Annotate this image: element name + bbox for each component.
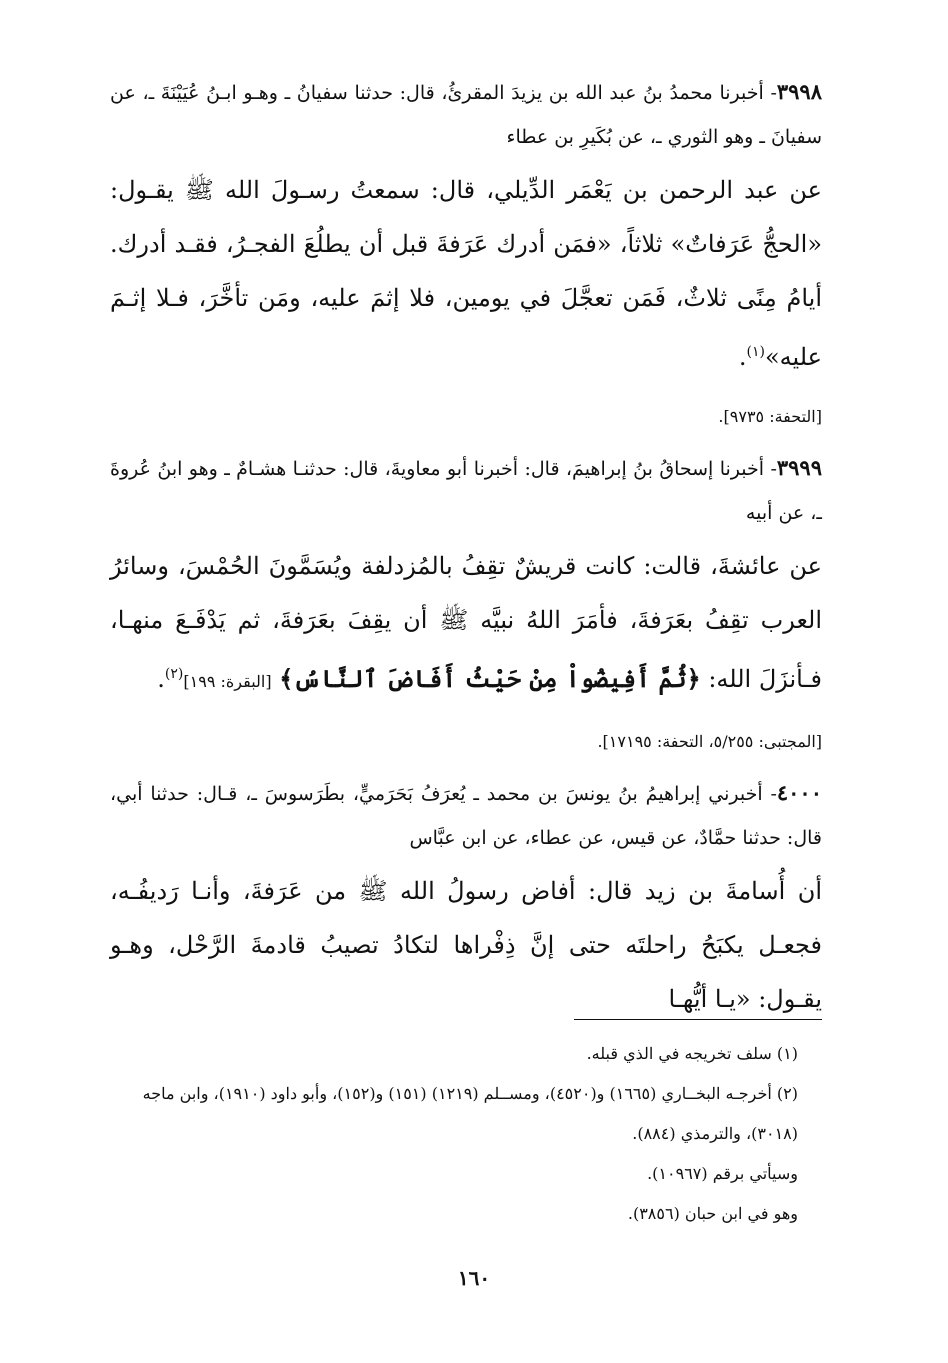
quran-reference: [البقرة: ١٩٩]	[183, 672, 272, 691]
footnote-2-continued: وسيأتي برقم (١٠٩٦٧).	[647, 1164, 798, 1183]
footnotes	[110, 1034, 822, 1234]
footnote-1: (١) سلف تخريجه في الذي قبله.	[586, 1044, 798, 1063]
hadith-number: ٤٠٠٠	[776, 780, 822, 805]
hadith-reference: [التحفة: ٩٧٣٥].	[718, 407, 822, 426]
hadith-number: ٣٩٩٩	[776, 455, 822, 480]
hadith-reference: [المجتبى: ٥/٢٥٥، التحفة: ١٧١٩٥].	[597, 732, 822, 751]
hadith-isnad	[110, 446, 822, 535]
isnad-text: - أخبرني إبراهيمُ بنُ يونسَ بن محمد ـ يُعرَفُ بَحَرَميٍّ، بطَرَسوسَ ـ، قـال: حدثنا أبي، قال: حدثنا حمَّادٌ، عن قيس، عن عطاء، عن ابن عبَّاس	[110, 783, 822, 849]
footnote-mark[interactable]: (١)	[746, 344, 765, 360]
hadith-3998	[110, 70, 822, 432]
hadith-matn: عن عبد الرحمن بن يَعْمَر الدِّيلي، قال: سمعتُ رسـولَ الله ﷺ يقـول: «الحجُّ عَرَفاتٌ» ثلاثاً، «فمَن أدرك عَرَفةَ قبل أن يطلُعَ الفجـرُ، فقـد أدرك. أيامُ مِنًى ثلاثٌ، فَمَن تعجَّلَ في يومين، فلا إثمَ عليه، ومَن تأخَّرَ، فـلا إثـمَ عليه»$^{(١)}$.	[110, 176, 822, 371]
hadith-3999	[110, 446, 822, 757]
page-number: ١٦٠	[457, 1266, 491, 1290]
footnote-mark[interactable]: (٢)	[164, 666, 184, 682]
hadith-matn	[110, 864, 822, 1026]
hadith-4000	[110, 771, 822, 1026]
quran-verse: ﴿ثُمَّ أَفِيضُواْ مِنْ حَيْثُ أَفَاضَ ٱلنَّاسُ﴾	[279, 664, 701, 693]
footnote-2-note: وهو في ابن حبان (٣٨٥٦).	[627, 1204, 798, 1223]
hadith-matn: عن عائشةَ، قالت: كانت قريشٌ تقِفُ بالمُزدلفة ويُسَمَّونَ الحُمْسَ، وسائرُ العرب تقِفُ بعَرَفةَ، فأمَرَ اللهُ نبيَّه ﷺ أن يقِفَ بعَرَفةَ، ثم يَدْفَـعَ منهـا، فـأنزَلَ الله: ﴿ثُمَّ أَفِيضُواْ مِنْ حَيْثُ أَفَاضَ ٱلنَّاسُ﴾ [البقرة: ١٩٩]$^{(٢)}$.	[110, 552, 822, 693]
matn-text: عن عبد الرحمن بن يَعْمَر الدِّيلي، قال: سمعتُ رسـولَ الله ﷺ يقـول: «الحجُّ عَرَفاتٌ» ثلاثاً، «فمَن أدرك عَرَفةَ قبل أن يطلُعَ الفجـرُ، فقـد أدرك. أيامُ مِنًى ثلاثٌ، فَمَن تعجَّلَ في يومين، فلا إثمَ عليه، ومَن تأخَّرَ، فـلا إثـمَ عليه»	[110, 176, 822, 371]
page-body	[110, 70, 822, 1026]
matn-text: عن عائشةَ، قالت: كانت قريشٌ تقِفُ بالمُزدلفة ويُسَمَّونَ الحُمْسَ، وسائرُ العرب تقِفُ بعَرَفةَ، فأمَرَ اللهُ نبيَّه ﷺ أن يقِفَ بعَرَفةَ، ثم يَدْفَـعَ منهـا، فـأنزَلَ الله:	[110, 552, 822, 693]
matn-text: أن أُسامةَ بن زيد قال: أفاض رسولُ الله ﷺ من عَرَفةَ، وأنـا رَديفُـه، فجعـل يكبَحُ راحلتَه حتى إنَّ ذِفْراها لتكادُ تصيبُ قادمةَ الرَّحْل، وهـو يقـول: «يـا أيُّهـا	[110, 877, 822, 1013]
isnad-text: - أخبرنا محمدُ بنُ عبد الله بن يزيدَ المقرئُ، قال: حدثنا سفيانُ ـ وهـو ابـنُ عُيَيْنَةَ ـ، عن سفيانَ ـ وهو الثوري ـ، عن بُكَيرِ بن عطاء	[110, 82, 822, 148]
footnote-2: (٢) أخرجـه البخــاري (١٦٦٥) و(٤٥٢٠)، ومســلم (١٢١٩) (١٥١) و(١٥٢)، وأبو داود (١٩١٠)، وابن ماجه (٣٠١٨)، والترمذي (٨٨٤).	[142, 1084, 798, 1143]
hadith-isnad	[110, 70, 822, 159]
isnad-text: - أخبرنا إسحاقُ بنُ إبراهيمَ، قال: أخبرنا أبو معاويةَ، قال: حدثنـا هشـامٌ ـ وهو ابنُ عُروةَ ـ، عن أبيه	[110, 458, 822, 524]
hadith-isnad	[110, 771, 822, 860]
hadith-number: ٣٩٩٨	[776, 79, 822, 104]
footnote-divider	[574, 1019, 822, 1020]
